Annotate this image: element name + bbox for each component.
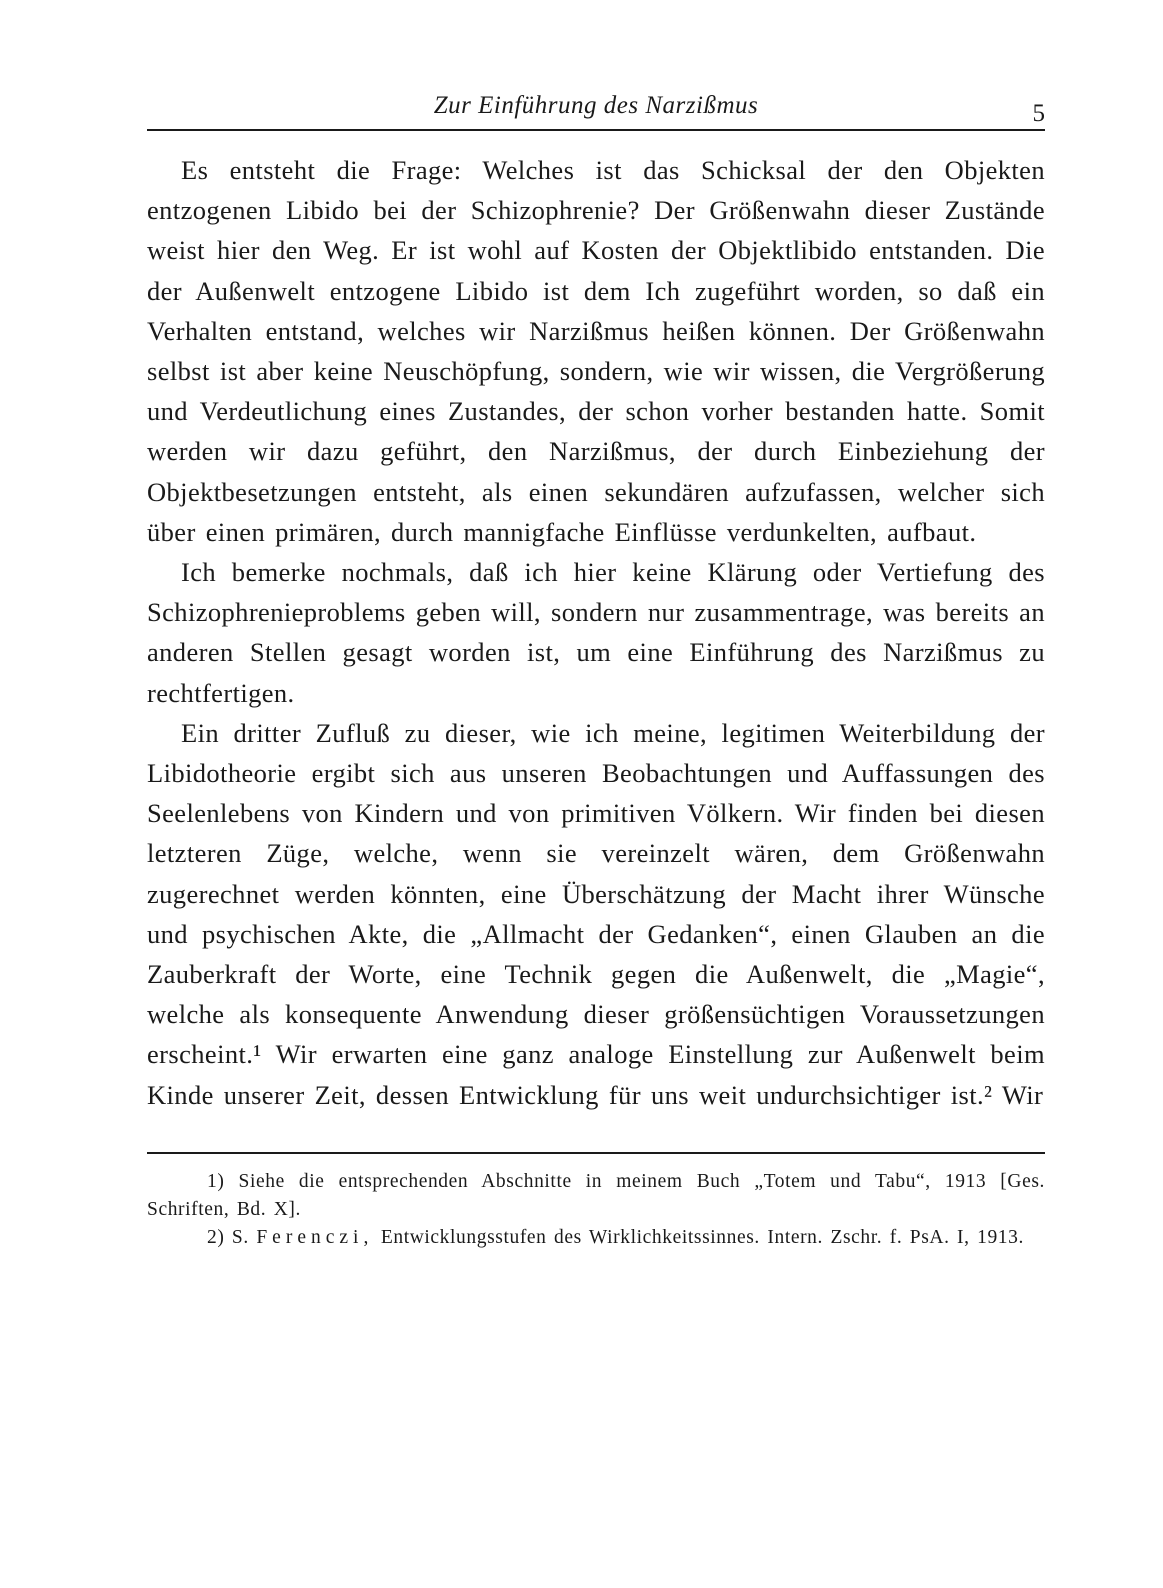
paragraph-3: Ein dritter Zufluß zu dieser, wie ich meine, legitimen Weiterbildung der Libidotheorie ergibt sich aus unseren Beobachtungen und Auffassungen des Seelenlebens von Kindern und von primitiven Völkern. Wir finden bei diesen letzteren Züge, welche, wenn sie vereinzelt wären, dem Größenwahn zugerechnet werden könnten, eine Überschätzung der Macht ihrer Wünsche und psychischen Akte, die „Allmacht der Gedanken“, einen Glauben an die Zauberkraft der Worte, eine Technik gegen die Außenwelt, die „Magie“, welche als konsequente Anwendung dieser größensüchtigen Voraussetzungen erscheint.¹ Wir erwarten eine ganz analoge Einstellung zur Außenwelt beim Kinde unserer Zeit, dessen Entwicklung für uns weit undurchsichtiger ist.² Wir [147,717,1045,1110]
book-page [147,88,1045,1252]
footnotes [147,1168,1045,1252]
body-text [147,150,1045,1115]
footnote-2-marker: 2) S. [207,1226,249,1248]
paragraph-1: Es entsteht die Frage: Welches ist das Schicksal der den Objekten entzogenen Libido bei der Schizophrenie? Der Größenwahn dieser Zustände weist hier den Weg. Er ist wohl auf Kosten der Objektlibido entstanden. Die der Außenwelt entzogene Libido ist dem Ich zugeführt worden, so daß ein Verhalten entstand, welches wir Narzißmus heißen können. Der Größenwahn selbst ist aber keine Neuschöpfung, sondern, wie wir wissen, die Vergrößerung und Verdeutlichung eines Zustandes, der schon vorher bestanden hatte. Somit werden wir dazu geführt, den Narzißmus, der durch Einbeziehung der Objektbesetzungen entsteht, als einen sekundären aufzufassen, welcher sich über einen primären, durch mannigfache Einflüsse verdunkelten, aufbaut. [147,155,1045,547]
footnote-2 [147,1224,1045,1252]
header-rule [147,129,1045,131]
footnote-1: 1) Siehe die entsprechenden Abschnitte in meinem Buch „Totem und Tabu“, 1913 [Ges. Schriften, Bd. X]. [147,1170,1045,1220]
footnote-rule [147,1152,1045,1154]
footnote-2-author: Ferenczi, [256,1226,374,1248]
paragraph-2: Ich bemerke nochmals, daß ich hier keine Klärung oder Vertiefung des Schizophrenieproblems geben will, sondern nur zusammentrage, was bereits an anderen Stellen gesagt worden ist, um eine Einführung des Narzißmus zu rechtfertigen. [147,557,1045,708]
running-title: Zur Einführung des Narzißmus [433,92,759,119]
running-header [147,88,1045,128]
footnote-2-text: Entwicklungsstufen des Wirklichkeitssinnes. Intern. Zschr. f. PsA. I, 1913. [380,1226,1024,1248]
page-number: 5 [1032,100,1045,127]
